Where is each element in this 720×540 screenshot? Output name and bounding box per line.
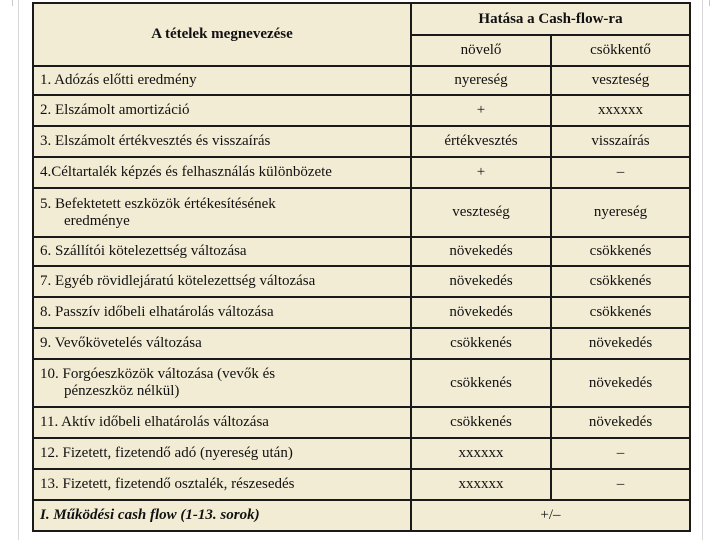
row-increase: csökkenés — [411, 407, 551, 438]
increase-column-header: növelő — [411, 35, 551, 66]
table-row — [33, 237, 690, 266]
row-decrease: visszaírás — [551, 126, 690, 157]
table-row — [33, 407, 690, 438]
row-decrease: növekedés — [551, 407, 690, 438]
row-label-multiline — [33, 188, 411, 237]
slide-frame-right — [702, 0, 709, 540]
row-label: 1. Adózás előtti eredmény — [33, 66, 411, 95]
row-decrease: növekedés — [551, 328, 690, 359]
row-label: 2. Elszámolt amortizáció — [33, 95, 411, 126]
row-label: 11. Aktív időbeli elhatárolás változása — [33, 407, 411, 438]
row-decrease: csökkenés — [551, 237, 690, 266]
table-row — [33, 266, 690, 297]
row-decrease: csökkenés — [551, 297, 690, 328]
table-row — [33, 328, 690, 359]
impact-column-header: Hatása a Cash-flow-ra — [411, 3, 690, 35]
row-increase: + — [411, 95, 551, 126]
row-label: 7. Egyéb rövidlejáratú kötelezettség változása — [33, 266, 411, 297]
row-decrease: veszteség — [551, 66, 690, 95]
row-label-continuation: eredménye — [64, 212, 130, 229]
row-label: 13. Fizetett, fizetendő osztalék, részesedés — [33, 469, 411, 500]
row-decrease: növekedés — [551, 359, 690, 407]
row-increase: xxxxxx — [411, 438, 551, 469]
row-increase: + — [411, 157, 551, 188]
table-row — [33, 469, 690, 500]
row-increase: nyereség — [411, 66, 551, 95]
row-label: 3. Elszámolt értékvesztés és visszaírás — [33, 126, 411, 157]
slide-frame-left — [12, 0, 19, 540]
table-row — [33, 297, 690, 328]
table-row — [33, 157, 690, 188]
row-increase: xxxxxx — [411, 469, 551, 500]
total-value: +/– — [411, 500, 690, 531]
row-label: 5. Befektetett eszközök értékesítésének — [40, 195, 276, 212]
total-label: I. Működési cash flow (1-13. sorok) — [33, 500, 411, 531]
row-increase: veszteség — [411, 188, 551, 237]
row-decrease: csökkenés — [551, 266, 690, 297]
row-increase: növekedés — [411, 297, 551, 328]
row-decrease: – — [551, 438, 690, 469]
total-row — [33, 500, 690, 531]
row-increase: növekedés — [411, 266, 551, 297]
row-label: 10. Forgóeszközök változása (vevők és — [40, 366, 276, 382]
row-increase: csökkenés — [411, 328, 551, 359]
row-label: 9. Vevőkövetelés változása — [33, 328, 411, 359]
table-row — [33, 66, 690, 95]
row-decrease: nyereség — [551, 188, 690, 237]
row-increase: csökkenés — [411, 359, 551, 407]
table-row — [33, 359, 690, 407]
row-decrease: xxxxxx — [551, 95, 690, 126]
decrease-column-header: csökkentő — [551, 35, 690, 66]
row-label-multiline — [33, 359, 411, 407]
cash-flow-table — [32, 2, 691, 532]
table-row — [33, 126, 690, 157]
items-column-header: A tételek megnevezése — [33, 3, 411, 66]
row-decrease: – — [551, 469, 690, 500]
table-row — [33, 438, 690, 469]
row-label: 4.Céltartalék képzés és felhasználás különbözete — [33, 157, 411, 188]
row-increase: növekedés — [411, 237, 551, 266]
row-label-continuation: pénzeszköz nélkül) — [64, 383, 180, 399]
row-label: 8. Passzív időbeli elhatárolás változása — [33, 297, 411, 328]
row-label: 6. Szállítói kötelezettség változása — [33, 237, 411, 266]
row-increase: értékvesztés — [411, 126, 551, 157]
row-label: 12. Fizetett, fizetendő adó (nyereség után) — [33, 438, 411, 469]
row-decrease: – — [551, 157, 690, 188]
table-row — [33, 188, 690, 237]
table-row — [33, 95, 690, 126]
